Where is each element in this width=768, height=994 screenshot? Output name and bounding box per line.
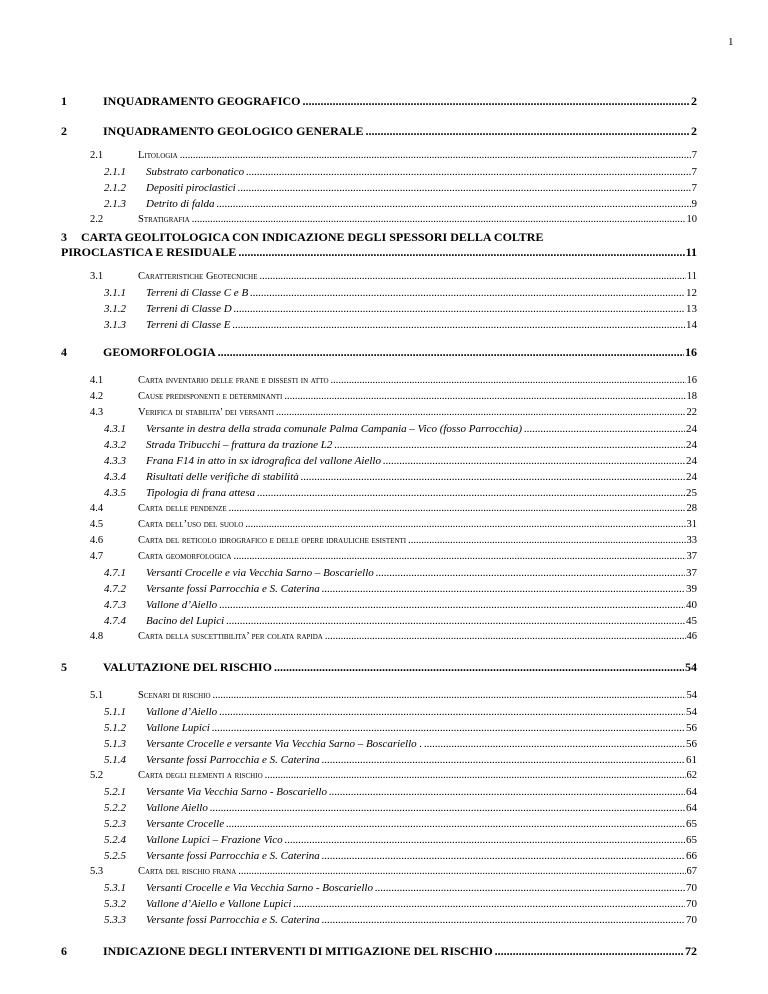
toc-page-number: 2: [691, 124, 697, 138]
toc-page-number: 64: [686, 786, 697, 798]
toc-entry-number: 5.1: [90, 690, 104, 701]
toc-leader-dots: [233, 551, 685, 562]
toc-entry[interactable]: [61, 245, 697, 260]
toc-entry-title: Detrito di falda: [146, 198, 215, 210]
toc-leader-dots: [285, 834, 685, 846]
toc-page-number: 10: [686, 214, 697, 225]
toc-entry-title: INQUADRAMENTO GEOLOGICO GENERALE: [103, 124, 364, 138]
toc-page-number: 22: [686, 407, 697, 418]
toc-entry-title: Versante Via Vecchia Sarno - Boscariello: [146, 786, 327, 798]
toc-entry-title: Carta della suscettibilita’ per colata rapida: [138, 631, 323, 642]
toc-page-number: 39: [686, 583, 697, 595]
toc-entry-number: 5.2.4: [104, 834, 126, 846]
toc-page-number: 31: [686, 519, 697, 530]
toc-entry[interactable]: [90, 391, 697, 402]
toc-entry[interactable]: [61, 94, 697, 109]
toc-leader-dots: [259, 271, 685, 282]
toc-page-number: 9: [691, 198, 697, 210]
toc-leader-dots: [250, 287, 685, 299]
toc-entry[interactable]: [104, 423, 697, 435]
toc-leader-dots: [213, 690, 686, 701]
toc-entry[interactable]: [90, 690, 697, 701]
toc-leader-dots: [322, 583, 685, 595]
toc-leader-dots: [376, 567, 685, 579]
toc-entry[interactable]: [104, 615, 697, 627]
toc-entry-number: 4.7.2: [104, 583, 126, 595]
toc-entry-number: 4.2: [90, 391, 104, 402]
toc-entry-title: Terreni di Classe C e B: [146, 287, 249, 299]
toc-entry[interactable]: [104, 599, 697, 611]
toc-entry[interactable]: [104, 722, 697, 734]
toc-leader-dots: [301, 471, 685, 483]
toc-page-number: 28: [686, 503, 697, 514]
toc-leader-dots: [192, 214, 686, 225]
toc-leader-dots: [302, 94, 690, 109]
toc-entry-title: Vallone Lupici: [146, 722, 210, 734]
toc-page-number: 62: [686, 770, 697, 781]
toc-page-number: 25: [686, 487, 697, 499]
toc-entry-title: Versante fossi Parrocchia e S. Caterina: [146, 914, 320, 926]
toc-leader-dots: [226, 818, 685, 830]
toc-entry-title: Carta degli elementi a rischio: [138, 770, 263, 781]
toc-entry-number: 5.2.1: [104, 786, 126, 798]
toc-entry[interactable]: [104, 455, 697, 467]
toc-page-number: 16: [686, 375, 697, 386]
toc-entry[interactable]: [104, 834, 697, 846]
toc-entry[interactable]: [104, 583, 697, 595]
toc-leader-dots: [238, 245, 684, 260]
toc-page-number: 65: [686, 818, 697, 830]
toc-entry-number: 3.1.2: [104, 303, 126, 315]
toc-page-number: 45: [686, 615, 697, 627]
toc-entry-title: Carta dell’uso del suolo: [138, 519, 244, 530]
toc-leader-dots: [334, 439, 685, 451]
toc-entry-title: Carta del rischio frana: [138, 866, 237, 877]
toc-entry-title: Versante fossi Parrocchia e S. Caterina: [146, 754, 320, 766]
toc-entry-number: 2: [61, 124, 67, 138]
toc-entry[interactable]: [90, 150, 697, 161]
toc-entry-title: Carta del reticolo idrografico e delle opere idrauliche esistenti: [138, 535, 407, 546]
toc-entry-number: 4.7.4: [104, 615, 126, 627]
toc-entry-number: 3.1: [90, 271, 104, 282]
toc-entry[interactable]: [104, 914, 697, 926]
toc-page-number: 7: [691, 182, 697, 194]
toc-entry-number: 2.1.1: [104, 166, 126, 178]
toc-entry[interactable]: [90, 214, 697, 225]
toc-entry-number: 6: [61, 944, 67, 958]
toc-entry-title: VALUTAZIONE DEL RISCHIO: [103, 660, 272, 674]
toc-entry[interactable]: [90, 503, 697, 514]
toc-entry-number: 5.2.5: [104, 850, 126, 862]
toc-entry-number: 4.3.2: [104, 439, 126, 451]
toc-entry-title: Vallone Lupici – Frazione Vico: [146, 834, 283, 846]
toc-entry-number: 2.1: [90, 150, 104, 161]
toc-leader-dots: [293, 898, 685, 910]
toc-entry[interactable]: [104, 706, 697, 718]
toc-page-number: 65: [686, 834, 697, 846]
page-number: 1: [728, 36, 734, 48]
toc-entry-title: Carta geomorfologica: [138, 551, 232, 562]
toc-entry-title: Vallone d’Aiello e Vallone Lupici: [146, 898, 292, 910]
toc-entry-title: Verifica di stabilita' dei versanti: [138, 407, 274, 418]
toc-entry-number: 5.3.2: [104, 898, 126, 910]
toc-leader-dots: [276, 407, 686, 418]
toc-leader-dots: [216, 198, 690, 210]
toc-entry[interactable]: [90, 770, 697, 781]
toc-entry[interactable]: [104, 754, 697, 766]
toc-page-number: 64: [686, 802, 697, 814]
toc-leader-dots: [229, 503, 686, 514]
toc-entry-number: 4.3.3: [104, 455, 126, 467]
toc-leader-dots: [180, 150, 691, 161]
toc-entry-number: 4.7.1: [104, 567, 126, 579]
toc-leader-dots: [238, 866, 685, 877]
toc-entry-title: Versante Crocelle e versante Via Vecchia Sarno – Boscariello .: [146, 738, 423, 750]
toc-entry-number: 4.4: [90, 503, 104, 514]
toc-entry-number: 4.7.3: [104, 599, 126, 611]
toc-entry[interactable]: [90, 271, 697, 282]
toc-page-number: 13: [686, 303, 697, 315]
toc-leader-dots: [284, 391, 685, 402]
toc-leader-dots: [246, 166, 690, 178]
toc-entry-title: Versante fossi Parrocchia e S. Caterina: [146, 850, 320, 862]
toc-entry[interactable]: [104, 198, 697, 210]
toc-page-number: 67: [686, 866, 697, 877]
toc-page-number: 24: [686, 455, 697, 467]
toc-entry[interactable]: [104, 319, 697, 331]
toc-entry-number: 5.1.2: [104, 722, 126, 734]
toc-entry-number: 4.3.4: [104, 471, 126, 483]
toc-entry-number: 5.3.3: [104, 914, 126, 926]
toc-entry[interactable]: [90, 631, 697, 642]
toc-page-number: 56: [686, 738, 697, 750]
toc-entry[interactable]: [104, 898, 697, 910]
toc-entry[interactable]: [90, 375, 697, 386]
toc-leader-dots: [218, 345, 684, 360]
toc-entry-title-continued: PIROCLASTICA E RESIDUALE: [61, 245, 237, 259]
toc-leader-dots: [524, 423, 685, 435]
toc-entry-title: Strada Tribucchi – frattura da trazione L2: [146, 439, 333, 451]
toc-page-number: 11: [686, 271, 697, 282]
toc-page-number: 46: [686, 631, 697, 642]
toc-page-number: 12: [686, 287, 697, 299]
toc-entry[interactable]: [104, 818, 697, 830]
toc-entry-title: Versante in destra della strada comunale Palma Campania – Vico (fosso Parrocchia): [146, 423, 523, 435]
toc-entry-number: 4.1: [90, 375, 104, 386]
toc-entry-number: 1: [61, 94, 67, 108]
toc-entry-number: 4.5: [90, 519, 104, 530]
toc-entry[interactable]: [104, 471, 697, 483]
toc-entry[interactable]: [104, 303, 697, 315]
toc-leader-dots: [257, 487, 685, 499]
toc-leader-dots: [212, 722, 685, 734]
toc-entry[interactable]: [104, 567, 697, 579]
toc-entry-title: Vallone d’Aiello: [146, 599, 218, 611]
toc-entry-title: INQUADRAMENTO GEOGRAFICO: [103, 94, 301, 108]
toc-entry-number: 5.1.4: [104, 754, 126, 766]
toc-page-number: 40: [686, 599, 697, 611]
toc-leader-dots: [219, 599, 685, 611]
toc-entry-number: 5.3: [90, 866, 104, 877]
toc-leader-dots: [274, 660, 684, 675]
toc-entry-number: 5.2: [90, 770, 104, 781]
toc-entry-number: 3: [61, 230, 67, 244]
toc-leader-dots: [232, 319, 685, 331]
toc-entry-number: 4: [61, 345, 67, 359]
toc-entry-title: INDICAZIONE DEGLI INTERVENTI DI MITIGAZIONE DEL RISCHIO: [103, 944, 493, 958]
toc-entry-title: Substrato carbonatico: [146, 166, 245, 178]
toc-page-number: 72: [685, 944, 697, 958]
toc-entry-title: Tipologia di frana attesa: [146, 487, 256, 499]
toc-entry-number: 5.2.3: [104, 818, 126, 830]
toc-page-number: 24: [686, 439, 697, 451]
toc-page-number: 33: [686, 535, 697, 546]
toc-entry-title: Frana F14 in atto in sx idrografica del vallone Aiello: [146, 455, 381, 467]
toc-leader-dots: [265, 770, 686, 781]
toc-page-number: 37: [686, 551, 697, 562]
toc-leader-dots: [495, 944, 684, 959]
toc-entry-number: 5.1.3: [104, 738, 126, 750]
toc-page-number: 54: [686, 706, 697, 718]
toc-leader-dots: [329, 786, 685, 798]
toc-page-number: 14: [686, 319, 697, 331]
toc-leader-dots: [210, 802, 685, 814]
toc-entry-number: 4.3: [90, 407, 104, 418]
toc-entry[interactable]: [104, 850, 697, 862]
toc-leader-dots: [322, 754, 685, 766]
toc-entry-number: 4.3.5: [104, 487, 126, 499]
toc-page-number: 56: [686, 722, 697, 734]
toc-page-number: 70: [686, 914, 697, 926]
toc-page-number: 70: [686, 882, 697, 894]
toc-page-number: 11: [685, 245, 697, 259]
toc-entry-number: 3.1.1: [104, 287, 126, 299]
toc-entry[interactable]: [104, 166, 697, 178]
toc-entry[interactable]: [90, 535, 697, 546]
toc-page-number: 7: [691, 166, 697, 178]
toc-entry-title: Vallone Aiello: [146, 802, 208, 814]
toc-entry[interactable]: [90, 866, 697, 877]
toc-entry-number: 4.6: [90, 535, 104, 546]
toc-entry-title: Caratteristiche Geotecniche: [138, 271, 258, 282]
toc-leader-dots: [219, 706, 685, 718]
toc-entry[interactable]: [104, 882, 697, 894]
toc-entry-number: 2.1.3: [104, 198, 126, 210]
toc-entry-title: Versante fossi Parrocchia e S. Caterina: [146, 583, 320, 595]
toc-entry[interactable]: [104, 786, 697, 798]
toc-entry-title: Risultati delle verifiche di stabilità: [146, 471, 299, 483]
toc-page-number: 24: [686, 423, 697, 435]
toc-entry[interactable]: [104, 287, 697, 299]
toc-entry[interactable]: [104, 802, 697, 814]
toc-entry[interactable]: [104, 182, 697, 194]
toc-page-number: 61: [686, 754, 697, 766]
toc-leader-dots: [325, 631, 686, 642]
toc-leader-dots: [245, 519, 685, 530]
toc-entry[interactable]: [104, 439, 697, 451]
toc-entry-number: 5.1.1: [104, 706, 126, 718]
toc-page-number: 2: [691, 94, 697, 108]
toc-leader-dots: [234, 303, 685, 315]
toc-entry-number: 2.2: [90, 214, 104, 225]
toc-entry-number: 5: [61, 660, 67, 674]
toc-page-number: 54: [686, 690, 697, 701]
toc-entry-number: 3.1.3: [104, 319, 126, 331]
toc-entry[interactable]: [104, 487, 697, 499]
toc-entry-title: CARTA GEOLITOLOGICA CON INDICAZIONE DEGLI SPESSORI DELLA COLTRE: [81, 230, 544, 244]
toc-entry-number: 5.2.2: [104, 802, 126, 814]
toc-entry[interactable]: [61, 944, 697, 959]
toc-leader-dots: [424, 738, 685, 750]
toc-entry-number: 4.7: [90, 551, 104, 562]
toc-entry-title: Versante Crocelle: [146, 818, 225, 830]
toc-entry-title: Stratigrafia: [138, 214, 190, 225]
toc-page-number: 24: [686, 471, 697, 483]
toc-leader-dots: [365, 124, 690, 139]
toc-page-number: 7: [691, 150, 697, 161]
toc-entry-title: Scenari di rischio: [138, 690, 211, 701]
toc-entry[interactable]: [61, 345, 697, 360]
toc-entry[interactable]: [61, 660, 697, 675]
toc-entry-number: 2.1.2: [104, 182, 126, 194]
toc-entry-title: Versanti Crocelle e via Vecchia Sarno – Boscariello: [146, 567, 374, 579]
toc-entry-title: Versanti Crocelle e Via Vecchia Sarno - Boscariello: [146, 882, 373, 894]
toc-entry-title: Terreni di Classe D: [146, 303, 232, 315]
toc-entry-number: 5.3.1: [104, 882, 126, 894]
toc-entry-title: Bacino del Lupici: [146, 615, 225, 627]
toc-entry-title: Terreni di Classe E: [146, 319, 231, 331]
toc-entry-title: Carta inventario delle frane e dissesti in atto: [138, 375, 329, 386]
toc-entry-title: Litologia: [138, 150, 178, 161]
toc-entry-heading-line[interactable]: [61, 230, 543, 245]
toc-page-number: 70: [686, 898, 697, 910]
toc-entry[interactable]: [61, 124, 697, 139]
toc-entry[interactable]: [90, 551, 697, 562]
toc-page-number: 16: [685, 345, 697, 359]
toc-leader-dots: [375, 882, 685, 894]
toc-entry[interactable]: [90, 519, 697, 530]
toc-leader-dots: [331, 375, 686, 386]
toc-leader-dots: [226, 615, 685, 627]
toc-page-number: 18: [686, 391, 697, 402]
toc-leader-dots: [383, 455, 685, 467]
toc-page-number: 54: [685, 660, 697, 674]
toc-leader-dots: [322, 914, 685, 926]
toc-entry-title: GEOMORFOLOGIA: [103, 345, 216, 359]
toc-entry[interactable]: [104, 738, 697, 750]
toc-entry-title: Cause predisponenti e determinanti: [138, 391, 283, 402]
toc-entry-title: Vallone d’Aiello: [146, 706, 218, 718]
toc-entry[interactable]: [90, 407, 697, 418]
toc-page-number: 37: [686, 567, 697, 579]
toc-leader-dots: [408, 535, 685, 546]
toc-leader-dots: [238, 182, 691, 194]
toc-entry-title: Carta delle pendenze: [138, 503, 227, 514]
toc-leader-dots: [322, 850, 685, 862]
toc-page-number: 66: [686, 850, 697, 862]
toc-entry-number: 4.3.1: [104, 423, 126, 435]
toc-entry-number: 4.8: [90, 631, 104, 642]
toc-entry-title: Depositi piroclastici: [146, 182, 236, 194]
